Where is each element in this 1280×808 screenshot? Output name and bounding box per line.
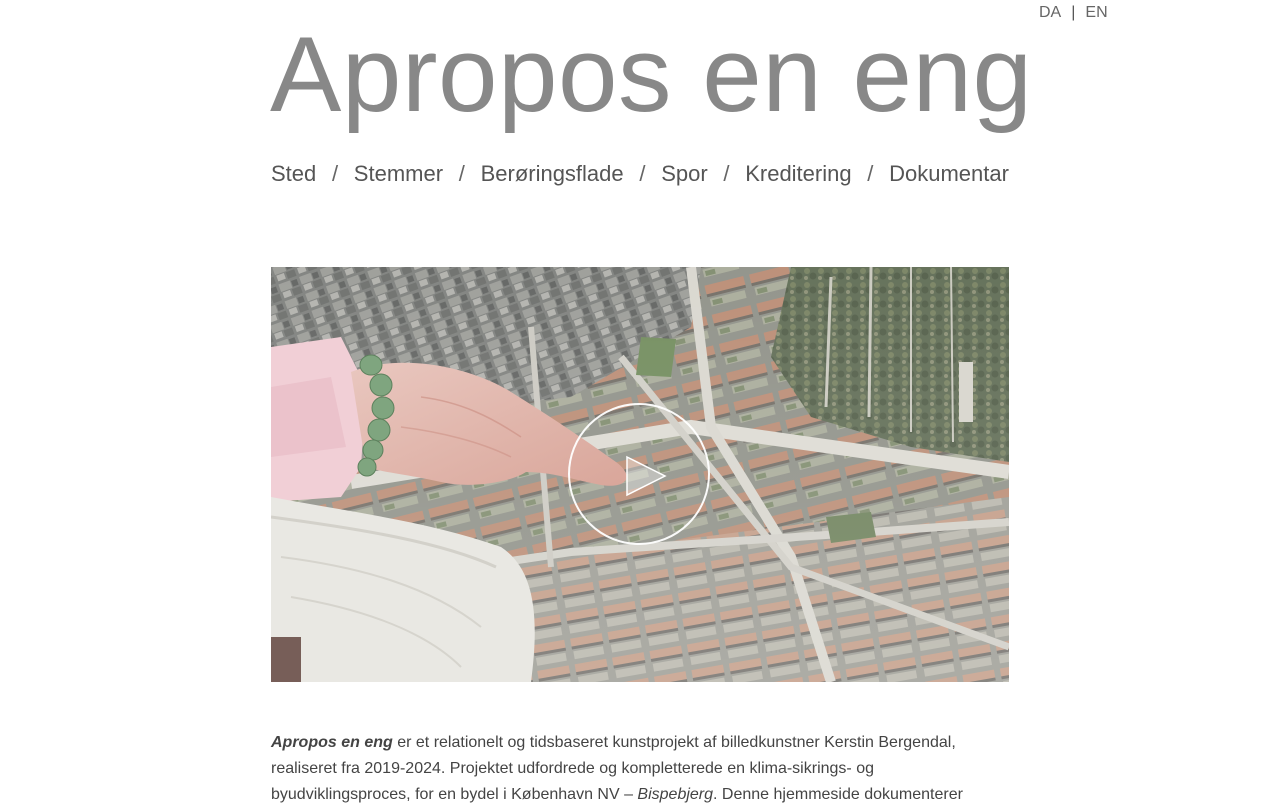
nav-item-kreditering[interactable]: Kreditering (745, 161, 852, 186)
language-switch (1039, 3, 1108, 23)
nav-item-spor[interactable]: Spor (661, 161, 708, 186)
play-icon (570, 405, 712, 547)
page-title: Apropos en eng (270, 14, 1033, 134)
lang-da-link[interactable]: DA (1039, 4, 1062, 21)
video-player[interactable] (271, 267, 1009, 682)
intro-place-name: Bispebjerg (637, 786, 714, 803)
nav-item-beroeringsflade[interactable]: Berøringsflade (480, 161, 624, 186)
nav-separator: / (723, 161, 730, 186)
nav-separator: / (458, 161, 465, 186)
nav-item-sted[interactable]: Sted (271, 161, 317, 186)
intro-text-2: . Denne hjemmeside dokumenterer (713, 786, 963, 803)
nav-item-dokumentar[interactable]: Dokumentar (889, 161, 1009, 186)
play-button[interactable] (568, 403, 710, 545)
intro-paragraph (271, 730, 1009, 808)
nav-separator: / (867, 161, 874, 186)
intro-project-name: Apropos en eng (271, 734, 393, 751)
intro-text-1: er et relationelt og tidsbaseret kunstprojekt af billedkunstner Kerstin Bergendal, realiseret fra 2019-2024. Projektet udfordrede og kompletterede en klima-sikrings- og byudviklingsproces, for en bydel i København NV – (271, 734, 956, 803)
nav-separator: / (639, 161, 646, 186)
lang-separator: | (1071, 4, 1076, 21)
main-nav (271, 160, 1009, 188)
nav-item-stemmer[interactable]: Stemmer (353, 161, 444, 186)
nav-separator: / (331, 161, 339, 186)
lang-en-link[interactable]: EN (1085, 4, 1108, 21)
